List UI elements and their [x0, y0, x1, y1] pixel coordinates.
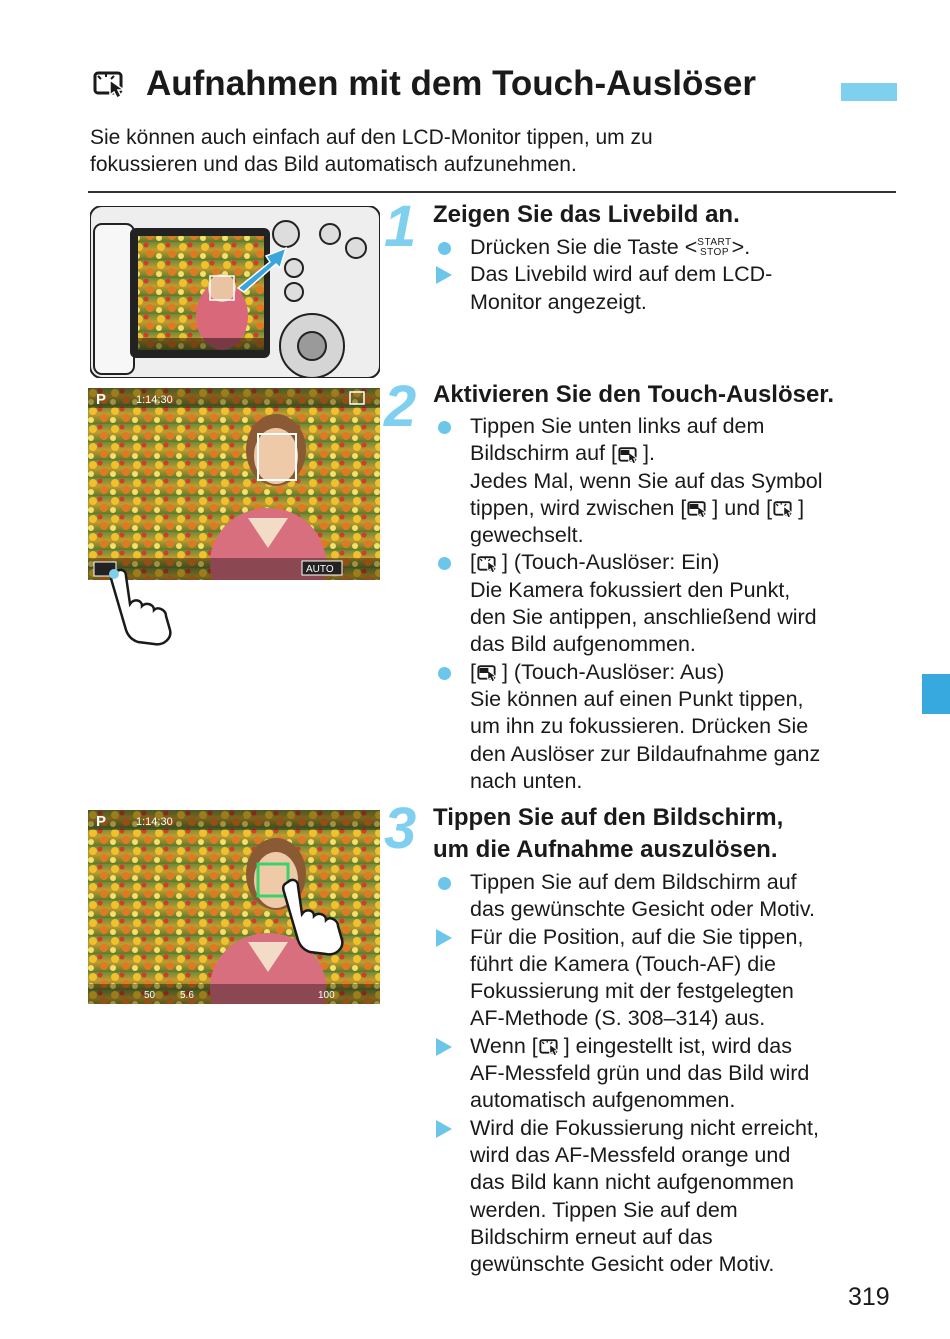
- live-view-touch-shutter-screen: [88, 810, 380, 1004]
- list-item: Tippen Sie auf dem Bildschirm auf das gewünschte Gesicht oder Motiv.: [433, 869, 913, 924]
- step-number: 1: [384, 194, 417, 259]
- intro-line: fokussieren und das Bild automatisch aufzunehmen.: [90, 153, 577, 176]
- touch-shutter-icon: [476, 554, 502, 574]
- bullet-dot: [438, 242, 451, 255]
- mode-indicator: P: [96, 391, 107, 408]
- bullet-dot: [438, 421, 451, 434]
- list-item: [ ] (Touch-Auslöser: Ein) Die Kamera fokussiert den Punkt, den Sie antippen, anschließend wird das Bild aufgenommen.: [433, 549, 913, 658]
- result-arrow-icon: [436, 1120, 452, 1138]
- shutter-readout: 50: [144, 990, 156, 1001]
- list-item: Das Livebild wird auf dem LCD- Monitor angezeigt.: [433, 261, 903, 316]
- step-heading: Aktivieren Sie den Touch-Auslöser.: [433, 381, 834, 408]
- touch-shutter-icon: [538, 1037, 564, 1057]
- result-arrow-icon: [436, 1038, 452, 1056]
- time-indicator: 1:14:30: [136, 816, 173, 828]
- tapping-finger-icon: [98, 560, 184, 646]
- step-number: 2: [384, 374, 417, 439]
- touch-shutter-icon: [772, 499, 798, 519]
- page-title-text: Aufnahmen mit dem Touch-Auslöser: [146, 64, 756, 103]
- touch-shutter-off-icon: [476, 663, 502, 683]
- step-1: [433, 199, 903, 316]
- iso-readout: 100: [318, 990, 335, 1001]
- camera-back-illustration: [90, 206, 380, 378]
- bullet-dot: [438, 557, 451, 570]
- bullet-dot: [438, 667, 451, 680]
- list-item: Drücken Sie die Taste < START STOP >.: [433, 234, 903, 261]
- page-number: 319: [848, 1283, 890, 1311]
- list-item: Wird die Fokussierung nicht erreicht, wird das AF-Messfeld orange und das Bild kann nicht aufgenommen werden. Tippen Sie auf dem Bildschirm erneut auf das gewünschte Gesicht oder Motiv.: [433, 1115, 913, 1279]
- touch-shutter-off-icon: [617, 445, 643, 465]
- result-arrow-icon: [436, 929, 452, 947]
- list-item: [ ] (Touch-Auslöser: Aus) Sie können auf einen Punkt tippen, um ihn zu fokussieren. Drücken Sie den Auslöser zur Bildaufnahme ganz nach unten.: [433, 659, 913, 795]
- live-view-touch-off-screen: [88, 388, 380, 580]
- list-item: Wenn [ ] eingestellt ist, wird das AF-Messfeld grün und das Bild wird automatisch aufgenommen.: [433, 1033, 913, 1115]
- step-2: [433, 379, 913, 795]
- page-title: [92, 64, 756, 104]
- touch-shutter-off-icon: [686, 499, 712, 519]
- step-heading: Zeigen Sie das Livebild an.: [433, 201, 740, 228]
- auto-label: AUTO: [306, 564, 334, 575]
- start-stop-button-icon: START STOP: [697, 237, 732, 259]
- divider: [88, 191, 896, 193]
- intro-text: [90, 124, 850, 178]
- title-accent-bar: [841, 83, 897, 101]
- step-3: [433, 802, 913, 1278]
- time-indicator: 1:14:30: [136, 394, 173, 406]
- step-number: 3: [384, 796, 417, 861]
- list-item: Tippen Sie unten links auf dem Bildschirm auf [ ]. Jedes Mal, wenn Sie auf das Symbol tippen, wird zwischen [ ] und [ ] gewechselt.: [433, 413, 913, 549]
- aperture-readout: 5.6: [180, 990, 194, 1001]
- mode-indicator: P: [96, 813, 107, 830]
- list-item: Für die Position, auf die Sie tippen, führt die Kamera (Touch-AF) die Fokussierung mit der festgelegten AF-Methode (S. 308–314) aus.: [433, 924, 913, 1033]
- intro-line: Sie können auch einfach auf den LCD-Monitor tippen, um zu: [90, 126, 653, 149]
- bullet-dot: [438, 877, 451, 890]
- touch-shutter-icon: [92, 67, 132, 101]
- step-heading: Tippen Sie auf den Bildschirm, um die Aufnahme auszulösen.: [433, 804, 784, 863]
- result-arrow-icon: [436, 266, 452, 284]
- chapter-tab: [922, 674, 950, 714]
